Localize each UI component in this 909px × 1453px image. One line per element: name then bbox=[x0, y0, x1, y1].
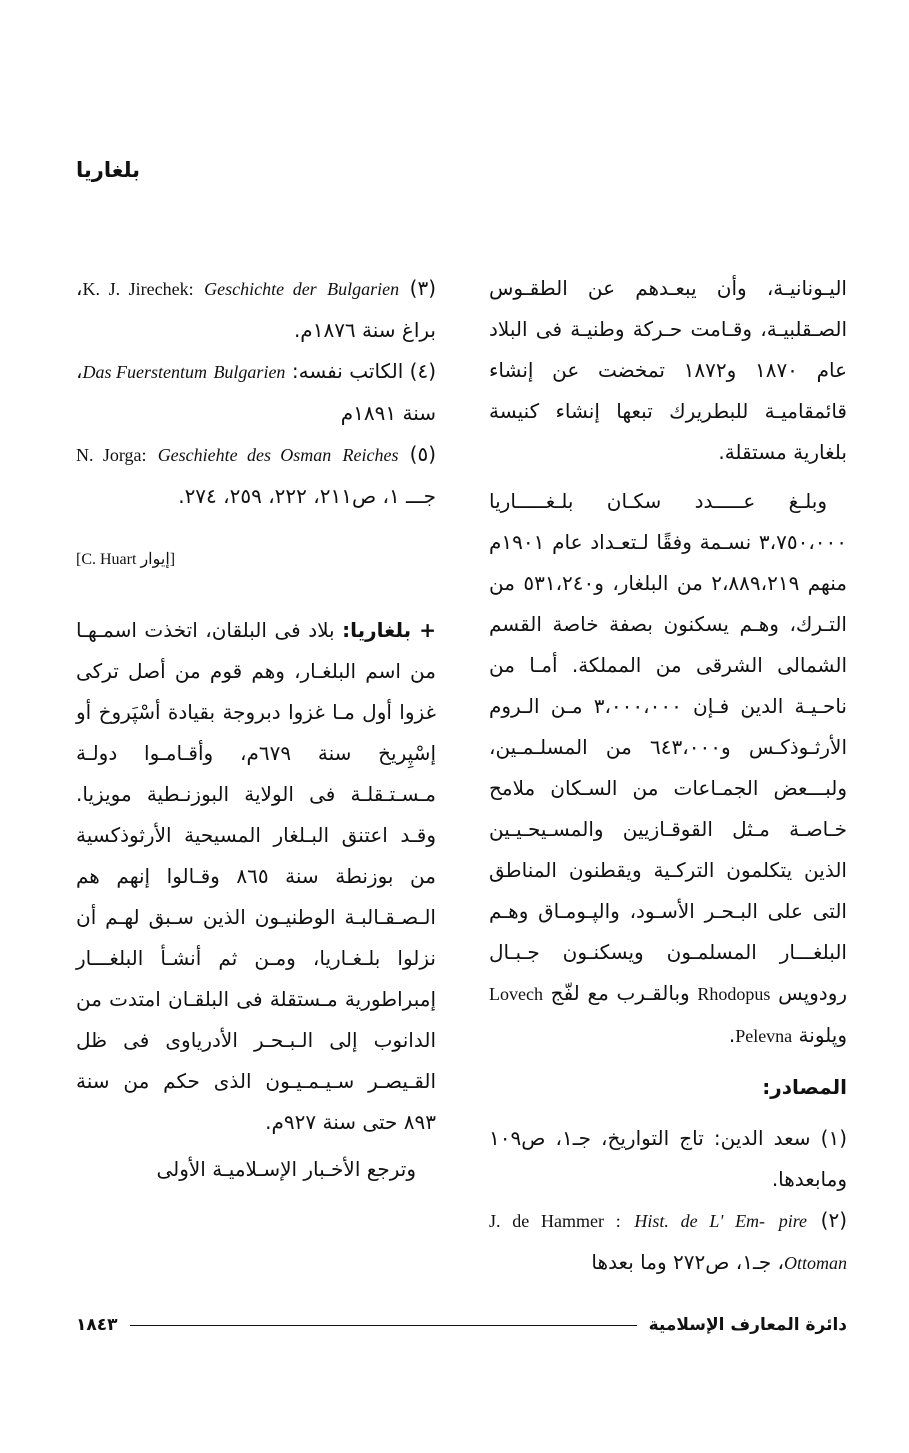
source-author: J. de Hammer : bbox=[489, 1211, 621, 1231]
reference-item bbox=[76, 351, 436, 434]
reference-item bbox=[76, 268, 436, 351]
signature-arabic: إيوار] bbox=[140, 551, 176, 568]
reference-title: Bulgarien bbox=[327, 279, 400, 299]
paragraph-text: وبالقـرب مع لفّج bbox=[550, 981, 690, 1005]
reference-item bbox=[76, 434, 436, 517]
footer-rule bbox=[130, 1325, 637, 1326]
left-column bbox=[76, 268, 436, 1190]
reference-number: (٥) bbox=[409, 442, 437, 466]
reference-title: Reiches bbox=[342, 445, 399, 465]
reference-number: (٣) bbox=[409, 276, 436, 300]
latin-term: Rhodopus bbox=[697, 984, 771, 1004]
encyclopedia-title: دائرة المعارف الإسلامية bbox=[648, 1315, 847, 1335]
entry-heading: + بلغاريا: bbox=[342, 618, 437, 642]
paragraph-text: وبلـغ عـــــدد سكـان بلـغـــــاريا ٣،٧٥٠،٠٠٠ نسـمة وفقًا لـتعـداد عام ١٩٠١م منهم ٢،٨٨٩،٢١٩ من البلغار، و٥٣١،٢٤٠ من التـرك، وهـم يسكنون بصفة خاصة القسم الشمالى الشرقى من المملكة. أمـا من ناحـيـة الدين فـإن ٣،٠٠٠،٠٠٠ مـن الـروم الأرثـوذكـس و٦٤٣،٠٠٠ من المسلـمـين، ولبـــعض الجمـاعات من السـكان ملامح خـاصـة مـثل القوقـازيين والمسـيحـيـين الذين يتكلمون التركـية ويقطنون المناطق التى على البـحـر الأسـود، والپـومـاق وهـم البلغـــار المسلمـون ويسكنـون جـبـال رودوپس bbox=[489, 489, 848, 1005]
reference-text: (٤) الكاتب نفسه: bbox=[291, 359, 437, 383]
reference-title: Geschiehte des Osman bbox=[157, 445, 332, 465]
sources-heading: المصادر: bbox=[762, 1075, 847, 1099]
latin-term: Pelevna bbox=[735, 1026, 793, 1046]
paragraph: اليـونانيـة، وأن يبعـدهم عن الطقـوس الصـقلبيـة، وقـامت حـركة وطنيـة فى البلاد عام ١٨٧٠ و١٨٧٢ تمخضت عن إنشاء قائمقاميـة للبطريرك تبعها إنشاء كنيسة بلغارية مستقلة. bbox=[489, 276, 847, 464]
paragraph-text: وپلونة bbox=[798, 1023, 847, 1047]
reference-author: N. Jorga: bbox=[76, 445, 147, 465]
entry-text: بلاد فى البلقان، اتخذت اسمـهـا من اسم البلغـار، وهم قوم من أصل تركى غزوا أول مـا غزوا دبروجة بقيادة أسْپَروخ أو إسْپِريخ سنة ٦٧٩م، وأقـامـوا دولـة مـسـتـقلـة فى الولاية البوزنـطية مويزيا. وقـد اعتنق البـلغار المسيحية الأرثوذكسية من بوزنطة سنة ٨٦٥ وقـالوا إنهم هم الـصـقـالبـة الوطنيـون الذين سـبق لهـم أن نزلوا بلـغـاريا، ومـن ثم أنشـأ البلغـــار إمبراطورية مـستقلة فى البلقـان امتدت من الدانوب إلى الـبـحـر الأدرياوى فى ظل القـيصـر سـيـمـيـون الذى حكم من سنة ٨٩٣ حتى سنة ٩٢٧م. bbox=[76, 618, 436, 1134]
reference-text: جـــ ١، ص٢١١، ٢٢٢، ٢٥٩، ٢٧٤. bbox=[178, 484, 436, 508]
paragraph-text: . bbox=[728, 1023, 736, 1047]
source-item bbox=[489, 1200, 847, 1284]
page-number: ١٨٤٣ bbox=[76, 1315, 118, 1335]
source-number: (٢) bbox=[820, 1208, 848, 1232]
reference-title: Das Fuerstentum bbox=[82, 362, 208, 382]
author-signature bbox=[76, 539, 436, 580]
source-text: ، جـ١، ص٢٧٢ وما بعدها bbox=[591, 1250, 784, 1274]
reference-author: K. J. Jirechek: bbox=[82, 279, 194, 299]
entry-paragraph bbox=[76, 610, 436, 1143]
latin-term: Lovech bbox=[489, 984, 543, 1004]
right-column bbox=[489, 268, 847, 1284]
page-footer bbox=[76, 1312, 847, 1338]
reference-title: Geschichte der bbox=[204, 279, 317, 299]
reference-text: ، براغ سنة ١٨٧٦م. bbox=[76, 276, 436, 342]
source-title: pire Ottoman bbox=[778, 1211, 847, 1273]
reference-title: Bulgarien bbox=[213, 362, 286, 382]
paragraph bbox=[489, 481, 847, 1057]
reference-text: ، سنة ١٨٩١م bbox=[76, 359, 436, 425]
signature-latin: [C. Huart bbox=[76, 551, 137, 568]
source-item: (١) سعد الدين: تاج التواريخ، جـ١، ص١٠٩ ومابعدها. bbox=[489, 1126, 847, 1191]
paragraph: وترجع الأخـبار الإسـلاميـة الأولى bbox=[156, 1157, 416, 1181]
source-title: Hist. de L' Em- bbox=[634, 1211, 766, 1231]
running-header: بلغاريا bbox=[76, 158, 141, 182]
